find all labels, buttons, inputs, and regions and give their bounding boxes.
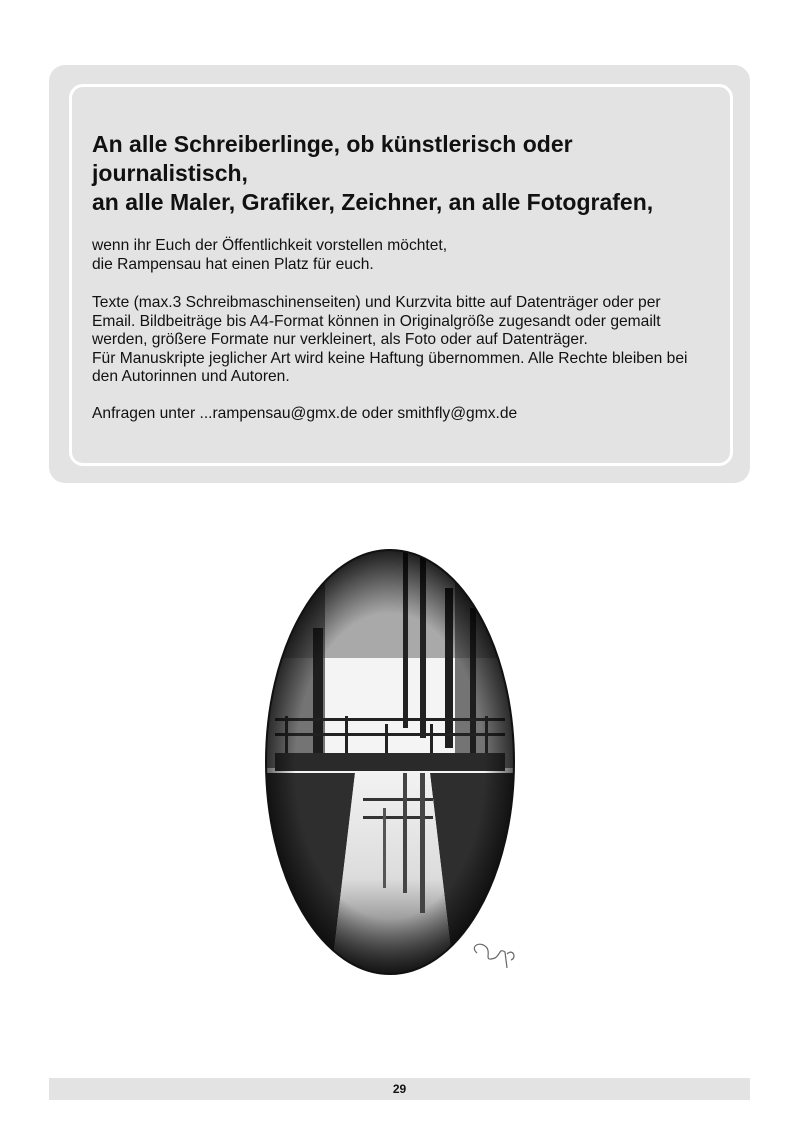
details-paragraph — [92, 294, 722, 387]
footer-bar — [49, 1078, 750, 1100]
intro-line: wenn ihr Euch der Öffentlichkeit vorstellen möchtet, — [92, 237, 448, 254]
notice-heading — [92, 130, 712, 217]
heading-line: An alle Schreiberlinge, ob künstlerisch oder — [92, 131, 573, 157]
heading-line: journalistisch, — [92, 160, 248, 186]
page-number: 29 — [392, 1082, 407, 1096]
details-line: werden, größere Formate nur verkleinert, als Foto oder auf Datenträger. — [92, 331, 588, 348]
intro-paragraph — [92, 237, 722, 274]
details-line: Für Manuskripte jeglicher Art wird keine Haftung übernommen. Alle Rechte bleiben bei — [92, 349, 688, 367]
contact-line: Anfragen unter ...rampensau@gmx.de oder smithfly@gmx.de — [92, 405, 518, 422]
notice-box — [49, 65, 750, 483]
details-line: Email. Bildbeiträge bis A4-Format können in Originalgröße zugesandt oder gemailt — [92, 312, 661, 330]
details-line: Texte (max.3 Schreibmaschinenseiten) und Kurzvita bitte auf Datenträger oder per — [92, 294, 661, 311]
intro-line: die Rampensau hat einen Platz für euch. — [92, 255, 374, 273]
details-line: den Autorinnen und Autoren. — [92, 368, 290, 385]
artist-signature — [474, 944, 514, 968]
heading-line: an alle Maler, Grafiker, Zeichner, an alle Fotografen, — [92, 189, 654, 215]
notice-box-border — [69, 84, 733, 466]
bridge-illustration — [255, 548, 525, 984]
